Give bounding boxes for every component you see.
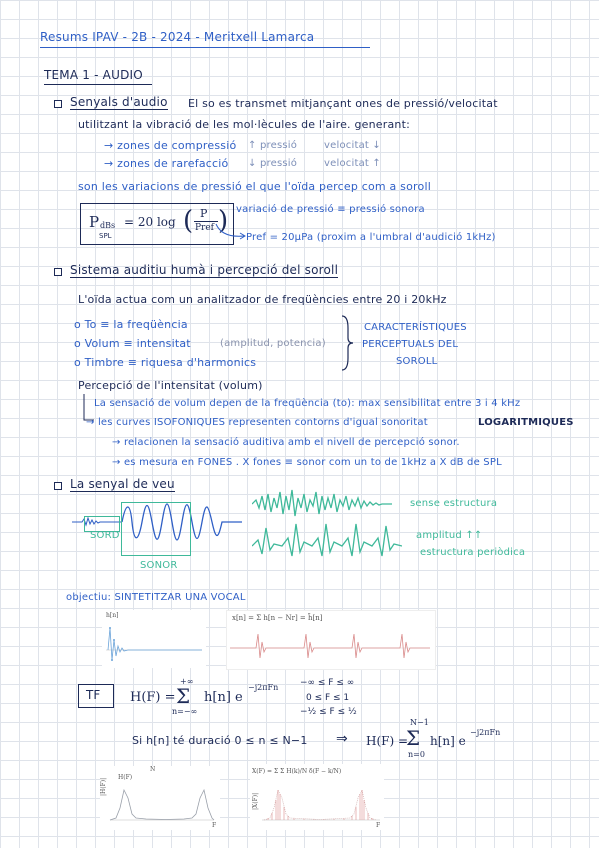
doc-header: Resums IPAV - 2B - 2024 - Meritxell Lamarca — [40, 30, 315, 44]
formula-paren-r: ) — [218, 206, 229, 236]
formula-sub2: SPL — [99, 232, 112, 240]
perception-2b: LOGARITMIQUES — [478, 417, 574, 428]
formula-num: P — [200, 207, 208, 220]
brace-label-3: SOROLL — [396, 356, 438, 367]
tf-sum-bot: n=−∞ — [172, 707, 198, 716]
formula-den: Pref — [195, 223, 215, 233]
tf-sigma: Σ — [176, 684, 191, 708]
perception-2: → les curves ISOFONIQUES representen contorns d'igual sonoritat — [86, 417, 428, 428]
dur-lhs: H(F) = — [366, 734, 409, 748]
note-no-structure: sense estructura — [410, 498, 498, 509]
section-bullet — [54, 482, 62, 490]
duration-arrow: ⇒ — [336, 731, 348, 747]
tf-range3: −½ ≤ F ≤ ½ — [300, 707, 357, 717]
plot-XF-f: F — [376, 822, 381, 829]
header-underline — [40, 47, 370, 48]
section-title-voice: La senyal de veu — [70, 477, 175, 491]
plot-XF-y: |X(F)| — [252, 792, 259, 810]
formula-paren-l: ( — [183, 206, 194, 236]
plot-HF-curve — [106, 778, 218, 824]
duration-text: Si h[n] té duració 0 ≤ n ≤ N−1 — [132, 734, 308, 747]
theme-title: TEMA 1 - AUDIO — [44, 68, 143, 82]
brace-label-1: CARACTERÍSTIQUES — [364, 322, 467, 333]
dur-rhs: h[n] e — [430, 734, 466, 748]
formula-sub: dBs — [100, 221, 116, 230]
section-bullet — [54, 100, 62, 108]
tf-rhs: h[n] e — [204, 690, 243, 705]
curly-brace — [340, 314, 354, 372]
sonor-box — [121, 502, 191, 556]
plot-xn-label: x[n] = Σ h[n − Nr] = h̃[n] — [232, 614, 323, 622]
formula-eq: = 20 log — [124, 215, 176, 229]
plot-HF-f: F — [212, 822, 217, 829]
note-amplitude: amplitud ↑↑ — [416, 530, 483, 541]
tf-exp: −j2πFn — [248, 683, 279, 692]
zone-compression-pressure: ↑ pressió — [248, 140, 298, 151]
zone-compression: → zones de compressió — [104, 139, 237, 152]
bullet-to: o To ≡ la freqüència — [74, 318, 188, 331]
tf-label: TF — [86, 688, 101, 702]
sord-label: SORD — [90, 530, 120, 541]
zone-rarefaction-velocity: velocitat ↑ — [324, 158, 381, 169]
formula-lhs: P — [89, 213, 100, 231]
section-bullet — [54, 268, 62, 276]
bullet-volum: o Volum ≡ intensitat — [74, 337, 191, 350]
perception-title: Percepció de l'intensitat (volum) — [78, 379, 263, 392]
tf-range2: 0 ≤ F ≤ 1 — [306, 693, 350, 703]
plot-XF-label: X(F) = Σ Σ H(k)/N δ(F − k/N) — [252, 768, 342, 775]
s2-line1: L'oïda actua com un analitzador de freqüències entre 20 i 20kHz — [78, 293, 447, 306]
s1-line2: utilitzant la vibració de les mol·lècules de l'aire. generant: — [78, 118, 410, 131]
theme-underline — [44, 84, 152, 85]
pref-note: Pref = 20μPa (proxim a l'umbral d'audició 1kHz) — [246, 232, 496, 243]
dur-sum-top: N−1 — [410, 718, 429, 727]
objective: objectiu: SINTETITZAR UNA VOCAL — [66, 592, 246, 603]
zone-compression-velocity: velocitat ↓ — [324, 140, 381, 151]
perception-1: La sensació de volum depen de la freqüència (to): max sensibilitat entre 3 i 4 kHz — [94, 398, 521, 409]
section-title-hearing: Sistema auditiu humà i percepció del soroll — [70, 263, 339, 277]
sonor-label: SONOR — [140, 560, 178, 571]
perception-3: → relacionen la sensació auditiva amb el nivell de percepció sonor. — [112, 437, 460, 448]
dur-sigma: Σ — [406, 726, 421, 750]
plot-XF-lines — [260, 780, 382, 824]
dur-sum-bot: n=0 — [408, 750, 425, 759]
plot-HF-n: N — [150, 766, 156, 773]
s1-line3: son les variacions de pressió el que l'oïda percep com a soroll — [78, 180, 431, 193]
noise-waveform — [252, 486, 402, 520]
plot-HF-y: |H(F)| — [100, 777, 107, 796]
bullet-volum-note: (amplitud, potencia) — [220, 338, 326, 349]
brace-label-2: PERCEPTUALS DEL — [362, 339, 459, 350]
tf-sum-top: +∞ — [180, 677, 194, 686]
zone-rarefaction-pressure: ↓ pressió — [248, 158, 298, 169]
periodic-waveform — [252, 520, 402, 564]
plot-hn-label: h[n] — [106, 612, 119, 619]
perception-4: → es mesura en FONES . X fones ≡ sonor com un to de 1kHz a X dB de SPL — [112, 457, 502, 468]
note-periodic: estructura periòdica — [420, 547, 526, 558]
plot-HF-label: H(F) — [118, 774, 133, 781]
tf-lhs: H(F) = — [130, 690, 176, 705]
variation-note: variació de pressió ≡ pressió sonora — [236, 204, 425, 215]
zone-rarefaction: → zones de rarefacció — [104, 157, 229, 170]
bullet-timbre: o Timbre ≡ riquesa d'harmonics — [74, 356, 257, 369]
plot-xn-signal — [226, 624, 434, 668]
s1-line1: El so es transmet mitjançant ones de pressió/velocitat — [188, 97, 498, 110]
dur-exp: −j2πFn — [470, 728, 501, 737]
plot-hn-signal — [102, 620, 206, 668]
tf-range1: −∞ ≤ F ≤ ∞ — [300, 678, 355, 688]
section-title-audio: Senyals d'audio — [70, 95, 168, 109]
pref-arrow — [214, 222, 248, 242]
